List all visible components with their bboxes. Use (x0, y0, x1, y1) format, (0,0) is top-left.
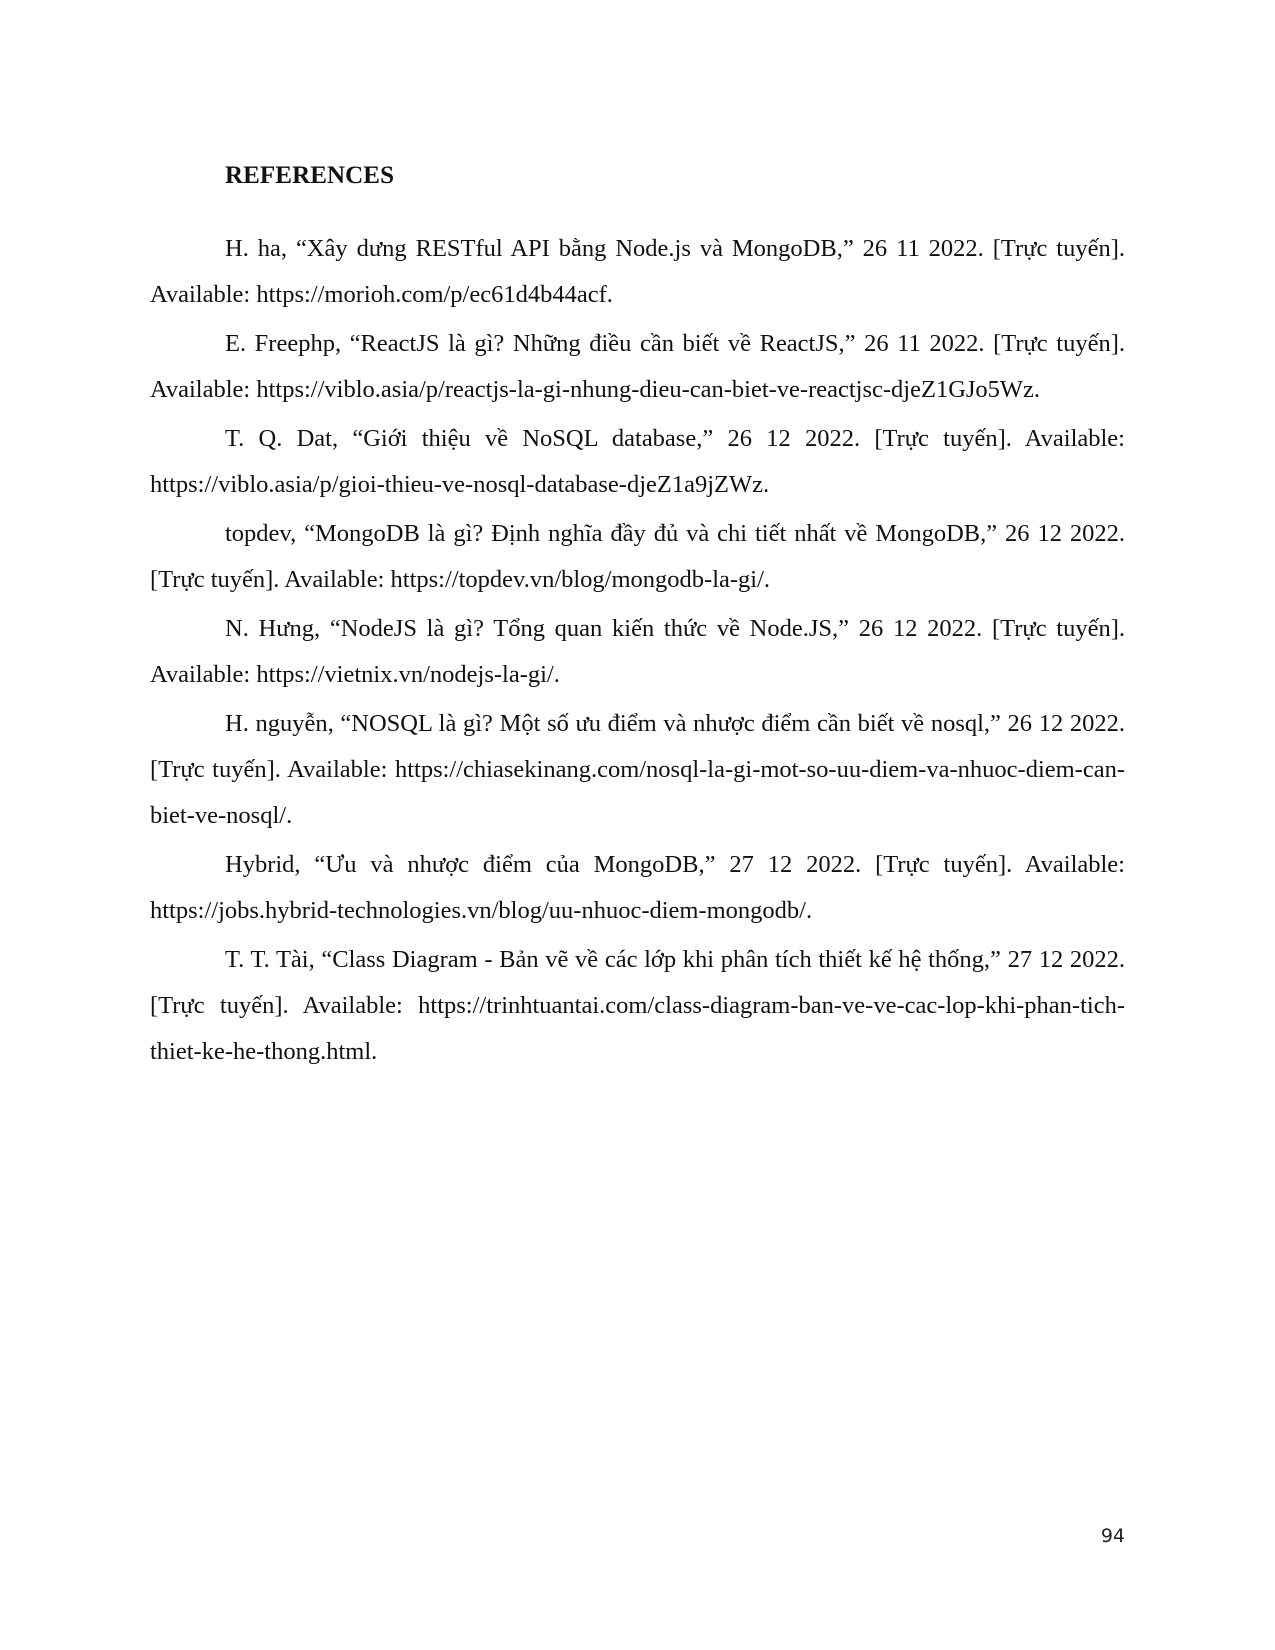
page-number: 94 (1100, 1525, 1125, 1547)
reference-item: Hybrid, “Ưu và nhược điểm của MongoDB,” 27 12 2022. [Trực tuyến]. Available: https://jobs.hybrid-technologies.vn/blog/uu-nhuoc-diem-mongodb/. (150, 851, 1125, 924)
reference-item: T. Q. Dat, “Giới thiệu về NoSQL database,” 26 12 2022. [Trực tuyến]. Available: https://viblo.asia/p/gioi-thieu-ve-nosql-database-djeZ1a9jZWz. (150, 425, 1125, 498)
reference-item: topdev, “MongoDB là gì? Định nghĩa đầy đủ và chi tiết nhất về MongoDB,” 26 12 2022. [Trực tuyến]. Available: https://topdev.vn/blog/mongodb-la-gi/. (150, 520, 1125, 593)
reference-item: H. ha, “Xây dưng RESTful API bằng Node.js và MongoDB,” 26 11 2022. [Trực tuyến]. Available: https://morioh.com/p/ec61d4b44acf. (150, 235, 1125, 308)
reference-item: N. Hưng, “NodeJS là gì? Tổng quan kiến thức về Node.JS,” 26 12 2022. [Trực tuyến]. Available: https://vietnix.vn/nodejs-la-gi/. (150, 615, 1125, 688)
reference-item: T. T. Tài, “Class Diagram - Bản vẽ về các lớp khi phân tích thiết kế hệ thống,” 27 12 2022. [Trực tuyến]. Available: https://trinhtuantai.com/class-diagram-ban-ve-ve-cac-lop-khi-phan-tich-thiet-ke-he-thong.html. (150, 946, 1125, 1065)
reference-item: E. Freephp, “ReactJS là gì? Những điều cần biết về ReactJS,” 26 11 2022. [Trực tuyến]. Available: https://viblo.asia/p/reactjs-la-gi-nhung-dieu-can-biet-ve-reactjsc-djeZ1GJo5Wz. (150, 330, 1125, 403)
document-page (150, 150, 1125, 1078)
reference-item: H. nguyễn, “NOSQL là gì? Một số ưu điểm và nhược điểm cần biết về nosql,” 26 12 2022. [Trực tuyến]. Available: https://chiasekinang.com/nosql-la-gi-mot-so-uu-diem-va-nhuoc-diem-can-biet-ve-nosql/. (150, 710, 1125, 829)
references-heading: REFERENCES (225, 162, 395, 189)
reference-list (150, 226, 1125, 1075)
